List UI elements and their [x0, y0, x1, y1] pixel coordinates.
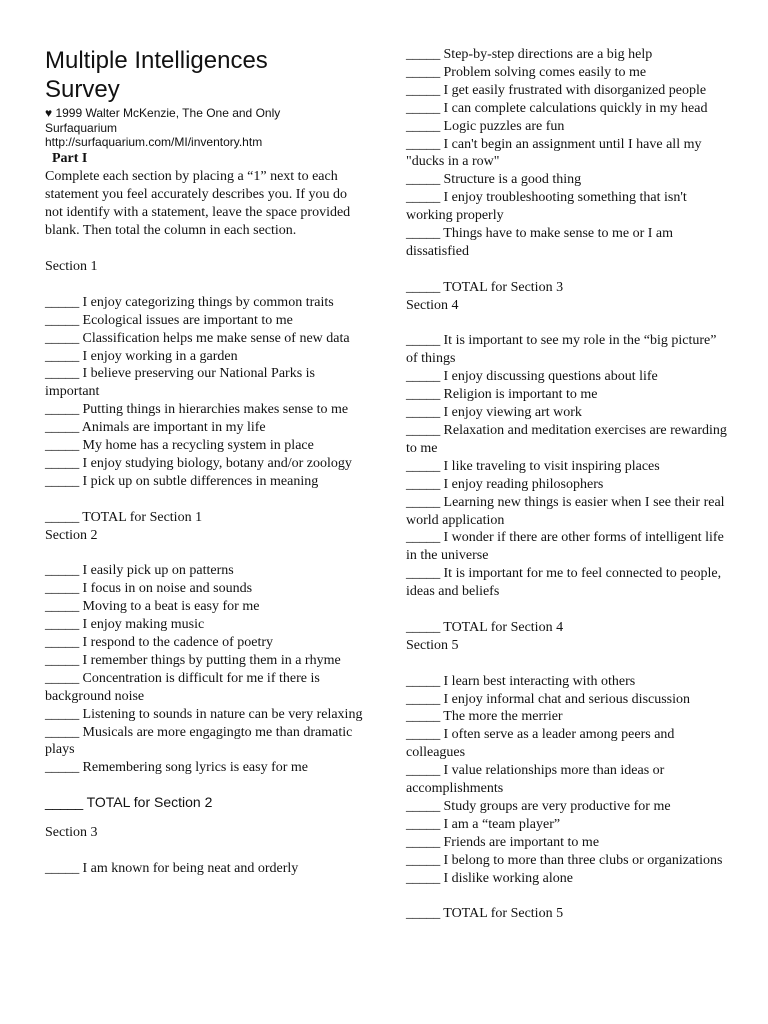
answer-blank[interactable]: _____ — [406, 530, 441, 546]
item-text: Moving to a beat is easy for me — [82, 599, 260, 615]
item-text: I believe preserving our National Parks is important — [45, 366, 316, 400]
answer-blank[interactable]: _____ — [406, 64, 441, 80]
section-3-list-right — [406, 46, 728, 261]
survey-item — [45, 348, 370, 366]
item-text: I am known for being neat and orderly — [82, 861, 299, 877]
survey-item — [406, 870, 728, 888]
answer-blank[interactable]: _____ — [45, 617, 80, 633]
item-text: I focus in on noise and sounds — [82, 581, 253, 597]
answer-blank[interactable]: _____ — [45, 348, 80, 364]
item-text: I pick up on subtle differences in meaning — [82, 473, 319, 489]
item-text: It is important to see my role in the “big picture” of things — [406, 333, 717, 367]
answer-blank[interactable]: _____ — [406, 82, 441, 98]
answer-blank[interactable]: _____ — [45, 670, 80, 686]
instructions: Complete each section by placing a “1” next to each statement you feel accurately describes you. If you do not identify with a statement, leave the space provided blank. Then total the column in each section. — [45, 169, 351, 238]
answer-blank[interactable]: _____ — [45, 581, 80, 597]
item-text: I am a “team player” — [443, 816, 561, 832]
section-4-total: _____ TOTAL for Section 4 — [406, 619, 564, 635]
survey-item — [406, 422, 728, 458]
answer-blank[interactable]: _____ — [45, 402, 80, 418]
item-text: Study groups are very productive for me — [443, 799, 671, 814]
item-text: I enjoy studying biology, botany and/or zoology — [82, 455, 352, 471]
survey-item — [406, 565, 728, 601]
item-text: I easily pick up on patterns — [82, 563, 234, 579]
survey-item — [406, 529, 728, 565]
survey-item — [45, 580, 370, 598]
answer-blank[interactable]: _____ — [406, 47, 441, 62]
answer-blank[interactable]: _____ — [406, 458, 441, 474]
answer-blank[interactable]: _____ — [406, 118, 441, 134]
section-2-total: _____ TOTAL for Section 2 — [45, 794, 213, 811]
item-text: I can complete calculations quickly in my head — [443, 100, 708, 116]
survey-item — [406, 798, 728, 816]
survey-item — [406, 386, 728, 404]
answer-blank[interactable]: _____ — [45, 294, 80, 310]
item-text: Logic puzzles are fun — [443, 118, 565, 134]
survey-item — [406, 762, 728, 798]
section-1-list — [45, 294, 370, 491]
item-text: I enjoy categorizing things by common traits — [82, 294, 334, 310]
item-text: I can't begin an assignment until I have all my "ducks in a row" — [406, 136, 702, 170]
survey-item — [406, 726, 728, 762]
survey-item — [406, 673, 728, 691]
survey-item — [45, 455, 370, 473]
survey-item — [406, 171, 728, 189]
survey-item — [406, 476, 728, 494]
answer-blank[interactable]: _____ — [406, 100, 441, 116]
survey-item — [45, 634, 370, 652]
item-text: I enjoy viewing art work — [443, 405, 582, 421]
answer-blank[interactable]: _____ — [406, 172, 441, 188]
survey-item — [406, 816, 728, 834]
answer-blank[interactable]: _____ — [406, 816, 441, 832]
answer-blank[interactable]: _____ — [406, 226, 441, 242]
section-5-total: _____ TOTAL for Section 5 — [406, 906, 564, 922]
answer-blank[interactable]: _____ — [406, 852, 441, 868]
answer-blank[interactable]: _____ — [406, 691, 441, 707]
item-text: I enjoy discussing questions about life — [443, 369, 658, 385]
answer-blank[interactable]: _____ — [45, 366, 80, 382]
item-text: I learn best interacting with others — [443, 673, 636, 689]
survey-item — [406, 834, 728, 852]
left-column — [45, 258, 370, 878]
item-text: It is important for me to feel connected to people, ideas and beliefs — [406, 566, 722, 600]
answer-blank[interactable]: _____ — [45, 455, 80, 471]
credit-block — [45, 106, 365, 150]
section-2-heading: Section 2 — [45, 527, 98, 543]
item-text: Learning new things is easier when I see their real world application — [406, 494, 725, 528]
item-text: I belong to more than three clubs or organizations — [443, 852, 723, 868]
section-1-total: _____ TOTAL for Section 1 — [45, 509, 203, 525]
item-text: I value relationships more than ideas or accomplishments — [406, 763, 665, 797]
answer-blank[interactable]: _____ — [406, 494, 441, 510]
item-text: I get easily frustrated with disorganized people — [443, 82, 707, 98]
item-text: I dislike working alone — [443, 870, 573, 886]
survey-item — [45, 401, 370, 419]
answer-blank[interactable]: _____ — [45, 724, 80, 740]
answer-blank[interactable]: _____ — [45, 420, 80, 436]
survey-item — [406, 82, 728, 100]
section-4-heading: Section 4 — [406, 297, 459, 313]
section-2-list — [45, 562, 370, 777]
credit-url: http://surfaquarium.com/MI/inventory.htm — [45, 135, 263, 149]
item-text: I wonder if there are other forms of intelligent life in the universe — [406, 530, 724, 564]
section-3-list-left — [45, 860, 370, 878]
survey-item — [406, 494, 728, 530]
survey-item — [45, 724, 370, 760]
answer-blank[interactable]: _____ — [406, 333, 441, 349]
answer-blank[interactable]: _____ — [406, 405, 441, 421]
answer-blank[interactable]: _____ — [406, 566, 441, 582]
item-text: Putting things in hierarchies makes sense to me — [82, 402, 349, 418]
item-text: I enjoy making music — [82, 617, 205, 633]
survey-item — [406, 46, 728, 64]
item-text: I like traveling to visit inspiring places — [443, 458, 660, 474]
answer-blank[interactable]: _____ — [406, 673, 441, 689]
answer-blank[interactable]: _____ — [406, 709, 441, 725]
survey-item — [406, 118, 728, 136]
section-5-heading: Section 5 — [406, 637, 459, 653]
item-text: I often serve as a leader among peers and colleagues — [406, 727, 675, 761]
answer-blank[interactable]: _____ — [406, 834, 441, 850]
survey-item — [45, 860, 370, 878]
survey-item — [45, 312, 370, 330]
item-text: Problem solving comes easily to me — [443, 64, 647, 80]
item-text: I respond to the cadence of poetry — [82, 634, 273, 650]
item-text: Concentration is difficult for me if there is background noise — [45, 670, 320, 704]
item-text: My home has a recycling system in place — [82, 438, 314, 454]
item-text: Classification helps me make sense of new data — [82, 330, 350, 346]
answer-blank[interactable]: _____ — [406, 763, 441, 779]
answer-blank[interactable]: _____ — [406, 190, 441, 206]
item-text: Remembering song lyrics is easy for me — [82, 760, 309, 776]
section-3-total: _____ TOTAL for Section 3 — [406, 279, 564, 295]
item-text: Relaxation and meditation exercises are rewarding to me — [406, 423, 727, 456]
answer-blank[interactable]: _____ — [406, 387, 441, 403]
survey-item — [45, 706, 370, 724]
title-line-2: Survey — [45, 76, 120, 103]
answer-blank[interactable]: _____ — [45, 563, 80, 579]
item-text: Animals are important in my life — [81, 420, 266, 436]
item-text: Things have to make sense to me or I am dissatisfied — [406, 226, 674, 259]
answer-blank[interactable]: _____ — [45, 652, 80, 668]
answer-blank[interactable]: _____ — [406, 476, 441, 492]
survey-item — [45, 419, 370, 437]
answer-blank[interactable]: _____ — [406, 369, 441, 385]
answer-blank[interactable]: _____ — [45, 312, 80, 328]
item-text: Structure is a good thing — [443, 172, 582, 188]
section-5-list — [406, 673, 728, 888]
survey-item — [45, 598, 370, 616]
item-text: I enjoy working in a garden — [82, 348, 238, 364]
survey-item — [406, 691, 728, 709]
answer-blank[interactable]: _____ — [45, 634, 80, 650]
title-line-1: Multiple Intelligences — [45, 47, 268, 74]
survey-item — [45, 652, 370, 670]
item-text: Musicals are more engagingto me than dramatic plays — [45, 724, 353, 758]
answer-blank[interactable]: _____ — [406, 870, 441, 886]
answer-blank[interactable]: _____ — [406, 727, 441, 743]
answer-blank[interactable]: _____ — [45, 760, 80, 776]
credit-line-1: 1999 Walter McKenzie, The One and Only — [52, 106, 281, 120]
survey-item — [45, 562, 370, 580]
section-4-list — [406, 332, 728, 601]
answer-blank[interactable]: _____ — [406, 799, 441, 814]
item-text: Ecological issues are important to me — [82, 312, 293, 328]
survey-item — [406, 189, 728, 225]
survey-item — [406, 332, 728, 368]
survey-item — [45, 616, 370, 634]
answer-blank[interactable]: _____ — [45, 706, 80, 722]
survey-item — [45, 330, 370, 348]
answer-blank[interactable]: _____ — [406, 136, 441, 152]
survey-item — [406, 100, 728, 118]
survey-item — [406, 404, 728, 422]
answer-blank[interactable]: _____ — [45, 599, 80, 615]
answer-blank[interactable]: _____ — [45, 330, 80, 346]
survey-item — [406, 136, 728, 172]
item-text: Listening to sounds in nature can be very relaxing — [82, 706, 363, 722]
survey-item — [406, 458, 728, 476]
page-title — [45, 46, 268, 104]
credit-line-2: Surfaquarium — [45, 120, 118, 135]
item-text: Religion is important to me — [443, 387, 598, 403]
survey-item — [45, 670, 370, 706]
answer-blank[interactable]: _____ — [406, 423, 441, 438]
survey-item — [406, 708, 728, 726]
item-text: I remember things by putting them in a rhyme — [82, 652, 341, 668]
survey-item — [406, 225, 728, 261]
item-text: I enjoy informal chat and serious discussion — [443, 691, 691, 707]
item-text: The more the merrier — [443, 709, 563, 725]
item-text: Friends are important to me — [443, 834, 600, 850]
answer-blank[interactable]: _____ — [45, 861, 80, 877]
survey-item — [406, 64, 728, 82]
right-column — [406, 46, 728, 923]
survey-item — [45, 437, 370, 455]
survey-item — [45, 759, 370, 777]
survey-item — [45, 473, 370, 491]
answer-blank[interactable]: _____ — [45, 438, 80, 454]
item-text: Step-by-step directions are a big help — [443, 47, 653, 62]
section-1-heading: Section 1 — [45, 259, 98, 274]
item-text: I enjoy reading philosophers — [443, 476, 604, 492]
survey-item — [45, 365, 370, 401]
survey-item — [406, 368, 728, 386]
heart-icon: ♥ — [45, 106, 53, 120]
survey-item — [45, 294, 370, 312]
answer-blank[interactable]: _____ — [45, 473, 80, 489]
section-3-heading: Section 3 — [45, 825, 98, 841]
item-text: I enjoy troubleshooting something that isn't working properly — [406, 190, 687, 224]
part-heading: Part I — [52, 151, 88, 166]
survey-item — [406, 852, 728, 870]
